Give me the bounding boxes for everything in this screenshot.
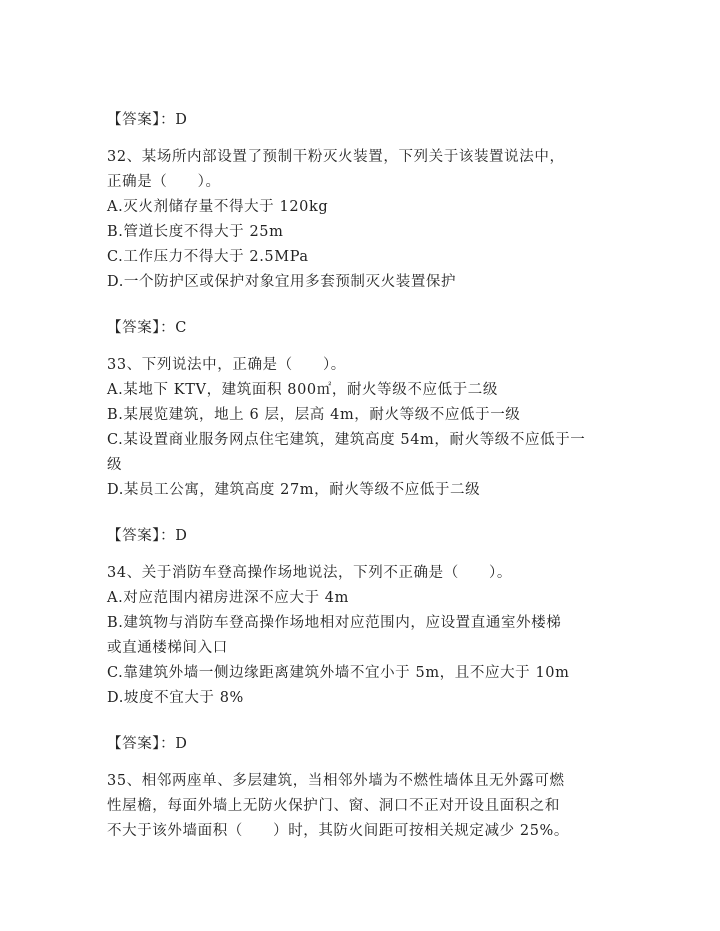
option-34-b-cont: 或直通楼梯间入口 [107,640,228,656]
question-33-line-1: 33、下列说法中，正确是（ ）。 [107,357,346,373]
question-35-line-3: 不大于该外墙面积（ ）时，其防火间距可按相关规定减少 25%。 [107,823,570,839]
answer-34: 【答案】：D [107,736,188,752]
question-35-line-1: 35、相邻两座单、多层建筑，当相邻外墙为不燃性墙体且无外露可燃 [107,773,565,789]
option-33-c: C.某设置商业服务网点住宅建筑，建筑高度 54m，耐火等级不应低于一 [107,432,586,448]
answer-32: 【答案】：C [107,320,187,336]
option-33-c-cont: 级 [107,457,123,473]
option-34-b: B.建筑物与消防车登高操作场地相对应范围内，应设置直通室外楼梯 [107,615,562,631]
answer-33: 【答案】：D [107,528,188,544]
option-32-b: B.管道长度不得大于 25m [107,224,284,240]
question-32-line-2: 正确是（ ）。 [107,174,221,190]
option-33-b: B.某展览建筑，地上 6 层，层高 4m，耐火等级不应低于一级 [107,407,521,423]
question-32-line-1: 32、某场所内部设置了预制干粉灭火装置，下列关于该装置说法中， [107,149,565,165]
option-32-d: D.一个防护区或保护对象宜用多套预制灭火装置保护 [107,274,457,290]
question-35-line-2: 性屋檐，每面外墙上无防火保护门、窗、洞口不正对开设且面积之和 [107,798,560,814]
option-34-c: C.靠建筑外墙一侧边缘距离建筑外墙不宜小于 5m，且不应大于 10m [107,665,570,681]
option-32-a: A.灭火剂储存量不得大于 120kg [107,199,329,215]
option-32-c: C.工作压力不得大于 2.5MPa [107,249,309,265]
question-34-line-1: 34、关于消防车登高操作场地说法，下列不正确是（ ）。 [107,565,512,581]
option-33-a: A.某地下 KTV，建筑面积 800㎡，耐火等级不应低于二级 [107,382,498,398]
option-34-d: D.坡度不宜大于 8% [107,690,244,706]
option-34-a: A.对应范围内裙房进深不应大于 4m [107,590,349,606]
answer-31: 【答案】：D [107,112,188,128]
option-33-d: D.某员工公寓，建筑高度 27m，耐火等级不应低于二级 [107,482,481,498]
